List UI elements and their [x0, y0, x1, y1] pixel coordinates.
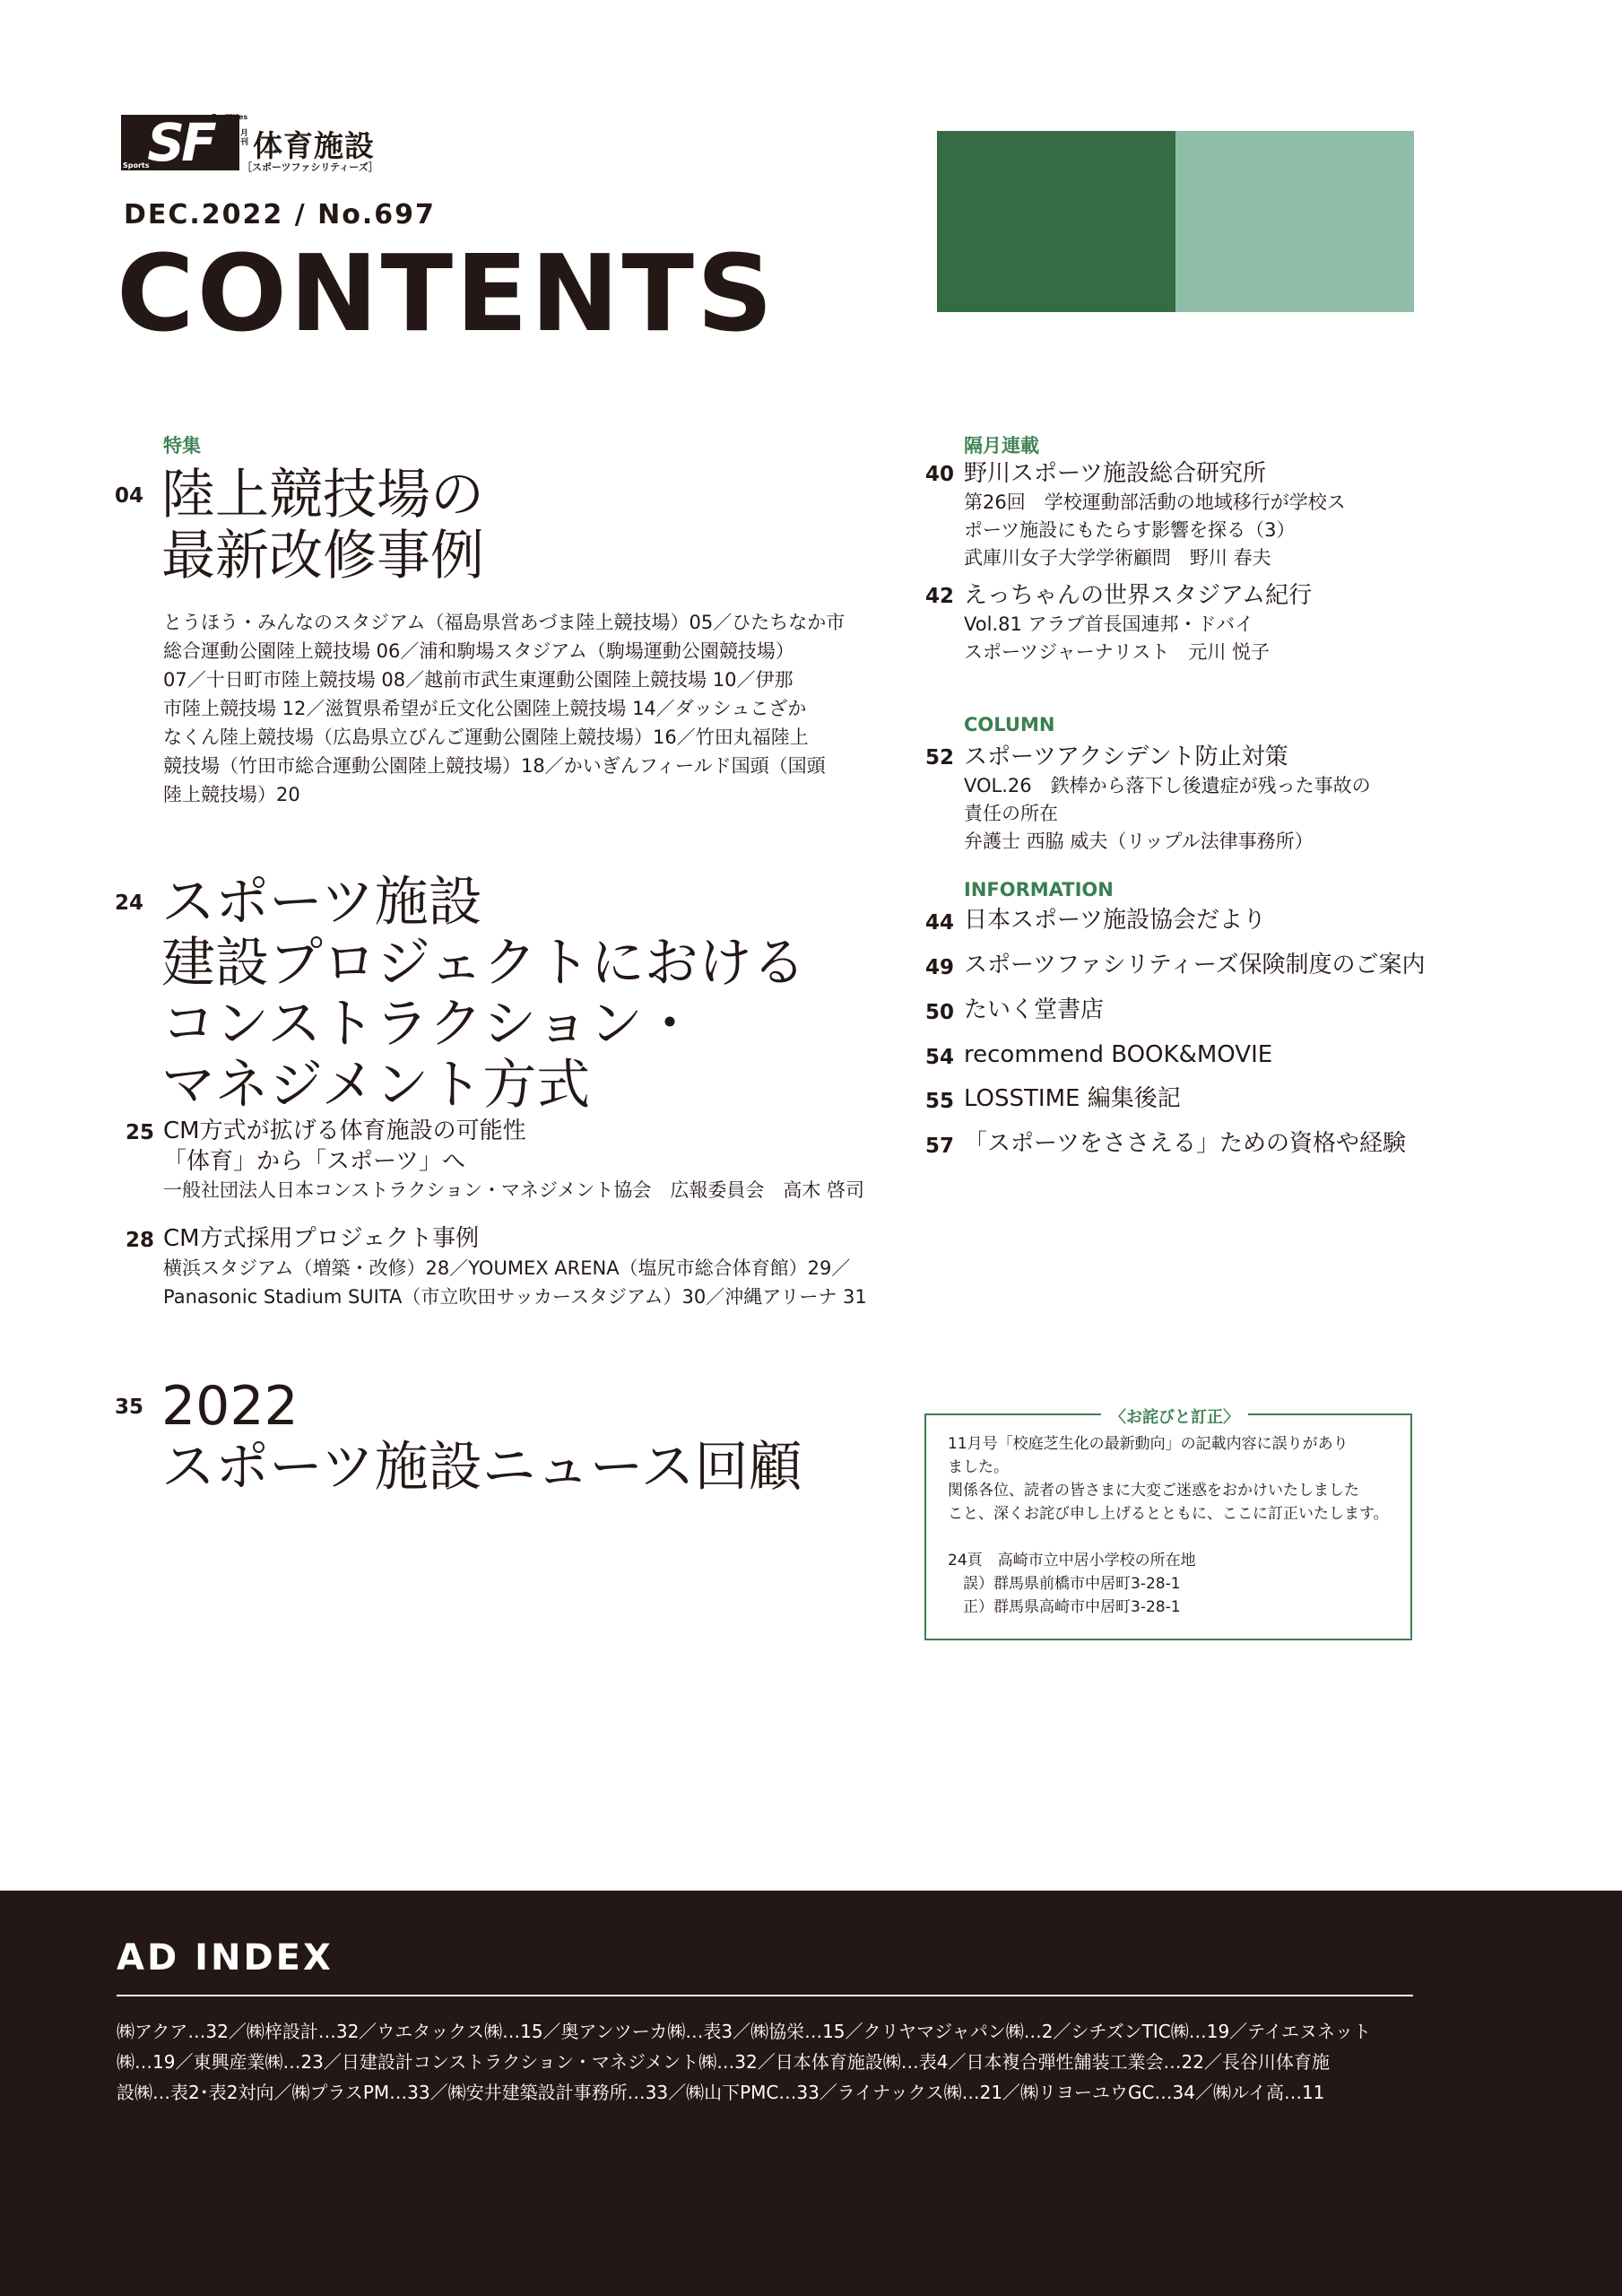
- news-title[interactable]: [161, 1376, 802, 1498]
- item40-detail-line: ポーツ施設にもたらす影響を探る（3）: [964, 519, 1296, 541]
- news-page-number[interactable]: 35: [115, 1396, 144, 1419]
- item40-detail-line: 武庫川女子大学学術顧問 野川 春夫: [964, 547, 1271, 569]
- item42-title: えっちゃんの世界スタジアム紀行: [964, 582, 1313, 609]
- feature-list-line: 07／十日町市陸上競技場 08／越前市武生東運動公園陸上競技場 10／伊那: [163, 669, 794, 691]
- ad-index-line: 設㈱…表2･表2対向／㈱プラスPM…33／㈱安井建築設計事務所…33／㈱山下PMC…33／ライナックス㈱…21／㈱リヨーユウGC…34／㈱ルイ高…11: [117, 2082, 1325, 2103]
- item52-detail-line: 責任の所在: [964, 803, 1058, 824]
- info-item-title[interactable]: たいく堂書店: [964, 996, 1105, 1023]
- erratum-line: 誤）群馬県前橋市中居町3-28-1: [948, 1575, 1181, 1593]
- cm-sub1-page-number[interactable]: 25: [126, 1121, 155, 1144]
- ad-index-title: AD INDEX: [117, 1937, 334, 1979]
- logo-small-bottom-text: Sports: [123, 161, 150, 170]
- news-title-line: 2022: [161, 1375, 299, 1438]
- color-swatch-dark: [937, 131, 1175, 312]
- feature-category-label: 特集: [163, 435, 201, 457]
- info-item-title[interactable]: recommend BOOK&MOVIE: [964, 1041, 1273, 1068]
- erratum-line: 正）群馬県高崎市中居町3-28-1: [948, 1598, 1181, 1616]
- item42-entry[interactable]: [964, 580, 1312, 666]
- info-item-page-number[interactable]: 55: [925, 1090, 955, 1113]
- item52-detail-line: 弁護士 西脇 威夫（リップル法律事務所）: [964, 831, 1314, 852]
- item40-detail-line: 第26回 学校運動部活動の地域移行が学校ス: [964, 491, 1346, 513]
- item52-entry[interactable]: [964, 742, 1371, 856]
- information-category-label: INFORMATION: [964, 879, 1114, 900]
- feature-title-line: 陸上競技場の: [161, 464, 484, 526]
- cm-page-number[interactable]: 24: [115, 891, 144, 915]
- cm-title-line: スポーツ施設: [161, 871, 482, 934]
- info-item-page-number[interactable]: 44: [925, 911, 955, 935]
- item40-page-number[interactable]: 40: [925, 463, 955, 486]
- cm-title[interactable]: [161, 872, 806, 1116]
- color-swatch-light: [1175, 131, 1414, 312]
- cm-sub1-title-line: CM方式が拡げる体育施設の可能性: [163, 1118, 526, 1144]
- info-item-page-number[interactable]: 54: [925, 1046, 955, 1069]
- cm-sub1-title-line: 「体育」から「スポーツ」へ: [163, 1148, 465, 1175]
- item52-detail-line: VOL.26 鉄棒から落下し後遺症が残った事故の: [964, 775, 1371, 796]
- feature-list-line: とうほう・みんなのスタジアム（福島県営あづま陸上競技場）05／ひたちなか市: [163, 612, 846, 633]
- info-item-title[interactable]: スポーツファシリティーズ保険制度のご案内: [964, 952, 1426, 978]
- cm-sub2-list-line: Panasonic Stadium SUITA（市立吹田サッカースタジアム）30／沖縄アリーナ 31: [163, 1286, 867, 1308]
- item40-entry[interactable]: [964, 458, 1346, 572]
- info-item-page-number[interactable]: 50: [925, 1001, 955, 1024]
- feature-title[interactable]: [161, 465, 484, 587]
- feature-list-line: 競技場（竹田市総合運動公園陸上競技場）18／かいぎんフィールド国頭（国頭: [163, 755, 826, 777]
- cm-sub2-page-number[interactable]: 28: [126, 1229, 155, 1252]
- cm-sub2-title: CM方式採用プロジェクト事例: [163, 1225, 480, 1252]
- info-item-page-number[interactable]: 57: [925, 1135, 955, 1158]
- info-item-title[interactable]: 日本スポーツ施設協会だより: [964, 907, 1266, 934]
- cm-sub2-list-line: 横浜スタジアム（増築・改修）28／YOUMEX ARENA（塩尻市総合体育館）29／: [163, 1257, 851, 1279]
- erratum-line: 24頁 高崎市立中居小学校の所在地: [948, 1552, 1196, 1570]
- ad-index-divider: [117, 1995, 1413, 1996]
- cm-title-line: マネジメント方式: [161, 1054, 591, 1117]
- column-category-label: COLUMN: [964, 714, 1055, 735]
- item52-title: スポーツアクシデント防止対策: [964, 744, 1288, 770]
- logo-small-top-text: Facilities: [212, 113, 248, 121]
- magazine-title: 体育施設: [253, 128, 375, 163]
- item40-title: 野川スポーツ施設総合研究所: [964, 460, 1266, 487]
- info-item-title[interactable]: 「スポーツをささえる」ための資格や経験: [964, 1130, 1406, 1157]
- cm-title-line: コンストラクション・: [161, 993, 697, 1056]
- erratum-heading: 〈お詫びと訂正〉: [1101, 1405, 1248, 1428]
- info-item-title[interactable]: LOSSTIME 編集後記: [964, 1085, 1181, 1112]
- page-title: CONTENTS: [117, 231, 776, 355]
- logo-vertical-text: 月刊: [240, 129, 249, 147]
- ad-index-line: ㈱…19／東興産業㈱…23／日建設計コンストラクション・マネジメント㈱…32／日本体育施設㈱…表4／日本複合弾性舗装工業会…22／長谷川体育施: [117, 2051, 1330, 2073]
- item42-detail-line: スポーツジャーナリスト 元川 悦子: [964, 641, 1270, 663]
- feature-list-line: 総合運動公園陸上競技場 06／浦和駒場スタジアム（駒場運動公園競技場）: [163, 640, 794, 662]
- bimonthly-category-label: 隔月連載: [964, 435, 1039, 457]
- item42-detail-line: Vol.81 アラブ首長国連邦・ドバイ: [964, 613, 1254, 635]
- cm-title-line: 建設プロジェクトにおける: [161, 932, 806, 995]
- feature-list-line: 陸上競技場）20: [163, 784, 300, 805]
- feature-list-line: 市陸上競技場 12／滋賀県希望が丘文化公園陸上競技場 14／ダッシュこざか: [163, 698, 807, 719]
- issue-number: DEC.2022 / No.697: [124, 199, 436, 230]
- news-title-line: スポーツ施設ニュース回顧: [161, 1436, 802, 1499]
- item52-page-number[interactable]: 52: [925, 746, 955, 770]
- erratum-line: こと、深くお詫び申し上げるとともに、ここに訂正いたします。: [948, 1505, 1389, 1523]
- cm-sub2-entry[interactable]: [163, 1223, 867, 1311]
- feature-list-line: なくん陸上競技場（広島県立びんご運動公園陸上競技場）16／竹田丸福陸上: [163, 726, 809, 748]
- cm-sub1-entry[interactable]: [163, 1116, 864, 1204]
- feature-title-line: 最新改修事例: [161, 525, 484, 587]
- ad-index-line: ㈱アクア…32／㈱梓設計…32／ウエタックス㈱…15／奥アンツーカ㈱…表3／㈱協栄…15／クリヤマジャパン㈱…2／シチズンTIC㈱…19／テイエヌネット: [117, 2021, 1371, 2042]
- erratum-line: 11月号「校庭芝生化の最新動向」の記載内容に誤りがあり: [948, 1435, 1349, 1453]
- feature-page-number[interactable]: 04: [115, 484, 144, 508]
- feature-article-list: [163, 608, 872, 809]
- cm-sub1-credit: 一般社団法人日本コンストラクション・マネジメント協会 広報委員会 高木 啓司: [163, 1179, 864, 1201]
- magazine-subtitle: ［スポーツファシリティーズ］: [242, 161, 378, 173]
- magazine-logo-mark: SF: [121, 115, 239, 170]
- erratum-line: ました。: [948, 1458, 1009, 1476]
- erratum-line: 関係各位、読者の皆さまに大変ご迷惑をおかけいたしました: [948, 1482, 1359, 1500]
- item42-page-number[interactable]: 42: [925, 585, 955, 608]
- info-item-page-number[interactable]: 49: [925, 956, 955, 979]
